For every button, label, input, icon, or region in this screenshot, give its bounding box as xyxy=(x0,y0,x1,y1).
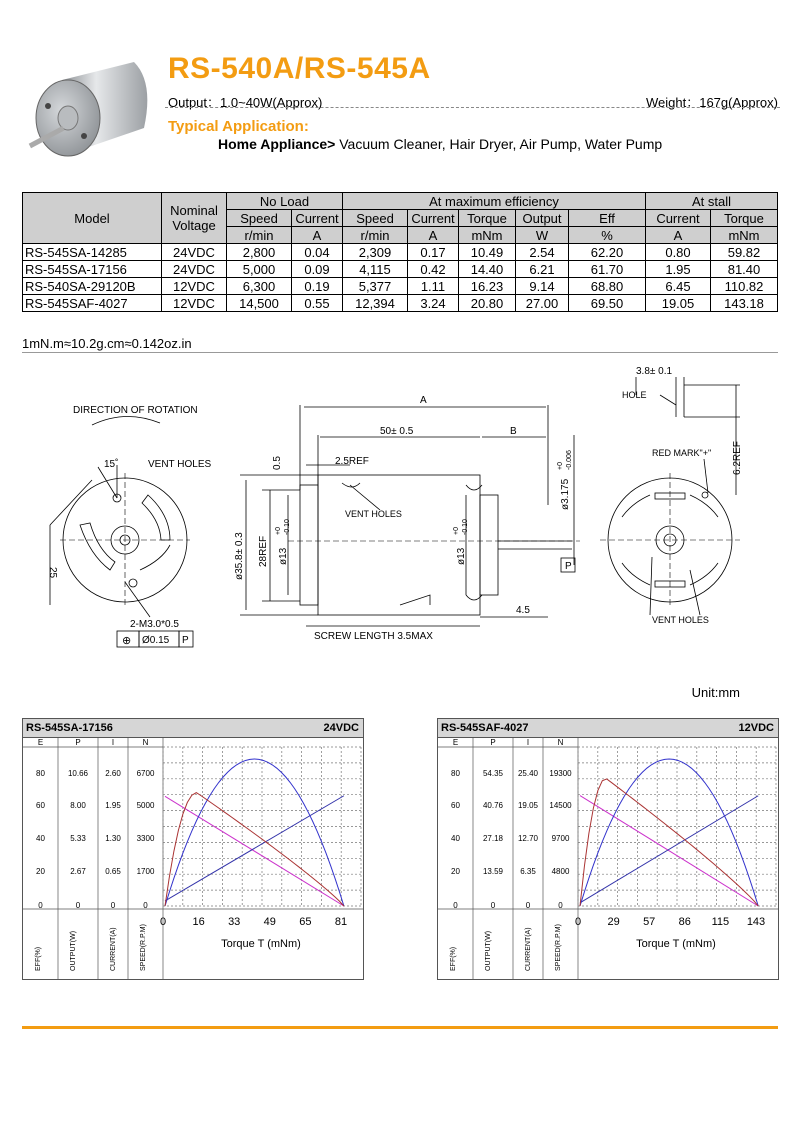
col-head: P xyxy=(490,738,496,747)
col-head: N xyxy=(142,738,149,747)
th-max-eff: At maximum efficiency xyxy=(343,193,646,210)
section-divider xyxy=(22,352,778,353)
scale-value: 9700 xyxy=(551,834,570,843)
vent-holes-label-back: VENT HOLES xyxy=(652,615,709,625)
dim-38: 3.8± 0.1 xyxy=(636,366,673,377)
th-torque: Torque xyxy=(711,210,778,227)
dim-a: A xyxy=(420,395,427,406)
tol-010-a: -0.10 xyxy=(284,519,291,535)
vent-holes-label-front: VENT HOLES xyxy=(148,459,212,470)
scale-value: 80 xyxy=(451,769,460,778)
model-cell: RS-540SA-29120B xyxy=(23,278,162,295)
scale-value: 40 xyxy=(36,834,45,843)
th-current: Current xyxy=(292,210,343,227)
axis-label: EFF(%) xyxy=(450,946,457,971)
dim-28ref: 28REF xyxy=(258,535,269,567)
dim-25: 25 xyxy=(47,567,58,579)
x-tick-label: 16 xyxy=(192,916,205,928)
page-title: RS-540A/RS-545A xyxy=(168,52,431,85)
unit-cell: A xyxy=(408,227,459,244)
unit-conversion: 1mN.m≈10.2g.cm≈0.142oz.in xyxy=(22,336,192,351)
tol-0006: -0.006 xyxy=(566,450,573,470)
model-cell: RS-545SAF-4027 xyxy=(23,295,162,312)
value-cell: 68.80 xyxy=(569,278,646,295)
value-cell: 4,115 xyxy=(343,261,408,278)
scale-value: 25.40 xyxy=(517,769,539,778)
scale-value: 8.00 xyxy=(70,801,86,810)
unit-cell: A xyxy=(292,227,343,244)
scale-value: 40 xyxy=(451,834,460,843)
col-head: I xyxy=(526,738,530,747)
value-cell: 20.80 xyxy=(459,295,516,312)
value-cell: 0.09 xyxy=(292,261,343,278)
th-output: Output xyxy=(516,210,569,227)
axis-label: SPEED(R.P.M) xyxy=(140,924,147,971)
scale-value: 6.35 xyxy=(520,867,536,876)
value-cell: 9.14 xyxy=(516,278,569,295)
x-tick-label: 65 xyxy=(299,916,312,928)
value-cell: 24VDC xyxy=(162,261,227,278)
home-appliance-label: Home Appliance> xyxy=(218,136,336,152)
axis-label: EFF(%) xyxy=(35,946,42,971)
header-divider xyxy=(165,107,780,108)
dim-05: 0.5 xyxy=(272,456,283,470)
th-eff: Eff xyxy=(569,210,646,227)
value-cell: 0.42 xyxy=(408,261,459,278)
dim-3175: ø3.175 xyxy=(560,478,571,510)
value-cell: 59.82 xyxy=(711,244,778,261)
scale-value: 0 xyxy=(558,901,563,910)
scale-value: 1.95 xyxy=(105,801,121,810)
unit-cell: A xyxy=(646,227,711,244)
chart-model: RS-545SAF-4027 xyxy=(441,722,529,734)
value-cell: 27.00 xyxy=(516,295,569,312)
col-head: I xyxy=(111,738,115,747)
value-cell: 12,394 xyxy=(343,295,408,312)
performance-chart-17156 xyxy=(22,718,364,980)
position-symbol: ⊕ xyxy=(122,635,132,647)
scale-value: 10.66 xyxy=(67,769,89,778)
scale-value: 4800 xyxy=(551,867,570,876)
angle-label: 15˚ xyxy=(104,459,119,470)
value-cell: 16.23 xyxy=(459,278,516,295)
unit-cell: mNm xyxy=(459,227,516,244)
x-tick-label: 143 xyxy=(746,916,766,928)
unit-label: Unit:mm xyxy=(691,685,740,700)
th-current: Current xyxy=(408,210,459,227)
table-row xyxy=(23,295,778,312)
weight-spec: Weight：167g(Approx) xyxy=(646,95,778,110)
chart-voltage: 24VDC xyxy=(323,722,359,734)
vent-holes-label-side: VENT HOLES xyxy=(345,509,402,519)
scale-value: 0 xyxy=(525,901,531,910)
x-tick-label: 86 xyxy=(678,916,691,928)
model-cell: RS-545SA-17156 xyxy=(23,261,162,278)
scale-value: 3300 xyxy=(136,834,155,843)
dim-358: ø35.8± 0.3 xyxy=(234,532,245,580)
dim-62ref: 6.2REF xyxy=(732,441,743,475)
value-cell: 2,309 xyxy=(343,244,408,261)
table-row xyxy=(23,244,778,261)
scale-value: 80 xyxy=(36,769,45,778)
axis-label: SPEED(R.P.M) xyxy=(555,924,562,971)
scale-value: 0 xyxy=(453,901,458,910)
datum-label-side: P xyxy=(565,561,572,572)
scale-value: 27.18 xyxy=(482,834,504,843)
chart-voltage: 12VDC xyxy=(738,722,774,734)
x-tick-label: 115 xyxy=(711,916,730,928)
dimension-drawing xyxy=(0,355,800,675)
value-cell: 0.04 xyxy=(292,244,343,261)
value-cell: 143.18 xyxy=(711,295,778,312)
axis-label: OUTPUT(W) xyxy=(485,930,492,971)
speed-curve xyxy=(165,796,344,906)
value-cell: 5,377 xyxy=(343,278,408,295)
value-cell: 10.49 xyxy=(459,244,516,261)
scale-value: 19.05 xyxy=(517,801,539,810)
home-appliance-items: Vacuum Cleaner, Hair Dryer, Air Pump, Water Pump xyxy=(339,136,663,152)
value-cell: 2.54 xyxy=(516,244,569,261)
value-cell: 3.24 xyxy=(408,295,459,312)
x-tick-label: 57 xyxy=(643,916,656,928)
dim-25ref: 2.5REF xyxy=(335,456,369,467)
scale-value: 5000 xyxy=(136,801,155,810)
th-speed: Speed xyxy=(343,210,408,227)
dim-13a: ø13 xyxy=(278,547,289,565)
scale-value: 14500 xyxy=(549,801,572,810)
value-cell: 62.20 xyxy=(569,244,646,261)
value-cell: 6,300 xyxy=(227,278,292,295)
value-cell: 0.55 xyxy=(292,295,343,312)
scale-value: 0 xyxy=(38,901,43,910)
x-axis-label: Torque T (mNm) xyxy=(221,938,301,950)
scale-value: 20 xyxy=(451,867,460,876)
scale-value: 2.67 xyxy=(70,867,86,876)
x-tick-label: 49 xyxy=(263,916,276,928)
value-cell: 81.40 xyxy=(711,261,778,278)
motor-photo xyxy=(22,52,162,170)
col-head: N xyxy=(557,738,564,747)
axis-label: OUTPUT(W) xyxy=(70,930,77,971)
footer-line xyxy=(22,1026,778,1029)
hole-label: HOLE xyxy=(622,390,647,400)
dim-b: B xyxy=(510,426,517,437)
value-cell: 12VDC xyxy=(162,278,227,295)
x-tick-label: 81 xyxy=(334,916,348,928)
scale-value: 6700 xyxy=(136,769,155,778)
value-cell: 6.21 xyxy=(516,261,569,278)
value-cell: 19.05 xyxy=(646,295,711,312)
unit-cell: r/min xyxy=(343,227,408,244)
value-cell: 61.70 xyxy=(569,261,646,278)
th-speed: Speed xyxy=(227,210,292,227)
scale-value: 0 xyxy=(75,901,81,910)
spec-table xyxy=(22,192,778,312)
scale-value: 20 xyxy=(36,867,45,876)
value-cell: 0.17 xyxy=(408,244,459,261)
th-current: Current xyxy=(646,210,711,227)
scale-value: 0 xyxy=(490,901,496,910)
typical-application-label: Typical Application: xyxy=(168,118,309,135)
output-curve xyxy=(580,759,758,906)
value-cell: 1.11 xyxy=(408,278,459,295)
th-torque: Torque xyxy=(459,210,516,227)
screw-length: SCREW LENGTH 3.5MAX xyxy=(314,631,433,642)
table-row xyxy=(23,278,778,295)
screw-label: 2-M3.0*0.5 xyxy=(130,619,179,630)
scale-value: 1.30 xyxy=(105,834,121,843)
dim-50: 50± 0.5 xyxy=(380,426,414,437)
x-tick-label: 0 xyxy=(159,916,167,928)
scale-value: 2.60 xyxy=(105,769,121,778)
value-cell: 0.19 xyxy=(292,278,343,295)
unit-cell: mNm xyxy=(711,227,778,244)
value-cell: 14.40 xyxy=(459,261,516,278)
value-cell: 69.50 xyxy=(569,295,646,312)
tolerance-label: Ø0.15 xyxy=(142,635,170,646)
value-cell: 24VDC xyxy=(162,244,227,261)
value-cell: 0.80 xyxy=(646,244,711,261)
scale-value: 5.33 xyxy=(70,834,86,843)
output-curve xyxy=(165,759,344,906)
rotation-label: DIRECTION OF ROTATION xyxy=(73,405,198,416)
value-cell: 2,800 xyxy=(227,244,292,261)
th-nominal-voltage: Nominal Voltage xyxy=(162,193,227,244)
tol-0-c: +0 xyxy=(557,462,564,470)
scale-value: 0 xyxy=(143,901,148,910)
datum-label-front: P xyxy=(182,635,189,646)
x-tick-label: 29 xyxy=(607,916,620,928)
th-model: Model xyxy=(23,193,162,244)
col-head: P xyxy=(75,738,81,747)
dim-45: 4.5 xyxy=(516,605,530,616)
tol-010-b: -0.10 xyxy=(462,519,469,535)
value-cell: 110.82 xyxy=(711,278,778,295)
scale-value: 12.70 xyxy=(517,834,539,843)
scale-value: 0.65 xyxy=(105,867,121,876)
unit-cell: W xyxy=(516,227,569,244)
scale-value: 13.59 xyxy=(482,867,504,876)
chart-model: RS-545SA-17156 xyxy=(26,722,113,734)
tol-0-b: +0 xyxy=(453,527,460,535)
scale-value: 54.35 xyxy=(482,769,504,778)
scale-value: 60 xyxy=(36,801,45,810)
model-cell: RS-545SA-14285 xyxy=(23,244,162,261)
x-tick-label: 0 xyxy=(574,916,582,928)
scale-value: 60 xyxy=(451,801,460,810)
home-appliance-line xyxy=(218,136,662,152)
x-axis-label: Torque T (mNm) xyxy=(636,938,716,950)
performance-chart-4027 xyxy=(437,718,779,980)
col-head: E xyxy=(452,738,459,747)
value-cell: 12VDC xyxy=(162,295,227,312)
unit-cell: r/min xyxy=(227,227,292,244)
scale-value: 0 xyxy=(110,901,116,910)
dim-13b: ø13 xyxy=(456,547,467,565)
unit-cell: % xyxy=(569,227,646,244)
table-row xyxy=(23,261,778,278)
col-head: E xyxy=(37,738,44,747)
value-cell: 1.95 xyxy=(646,261,711,278)
value-cell: 5,000 xyxy=(227,261,292,278)
th-stall: At stall xyxy=(646,193,778,210)
rotation-arrow xyxy=(92,416,160,425)
value-cell: 14,500 xyxy=(227,295,292,312)
axis-label: CURRENT(A) xyxy=(110,927,117,971)
x-tick-label: 33 xyxy=(228,916,241,928)
value-cell: 6.45 xyxy=(646,278,711,295)
axis-label: CURRENT(A) xyxy=(525,927,532,971)
tol-0-a: +0 xyxy=(275,527,282,535)
current-curve xyxy=(165,796,344,901)
scale-value: 19300 xyxy=(549,769,572,778)
th-no-load: No Load xyxy=(227,193,343,210)
scale-value: 40.76 xyxy=(482,801,504,810)
red-mark-label: RED MARK"+" xyxy=(652,448,712,458)
scale-value: 1700 xyxy=(136,867,155,876)
output-spec: Output：1.0~40W(Approx) xyxy=(168,95,323,110)
